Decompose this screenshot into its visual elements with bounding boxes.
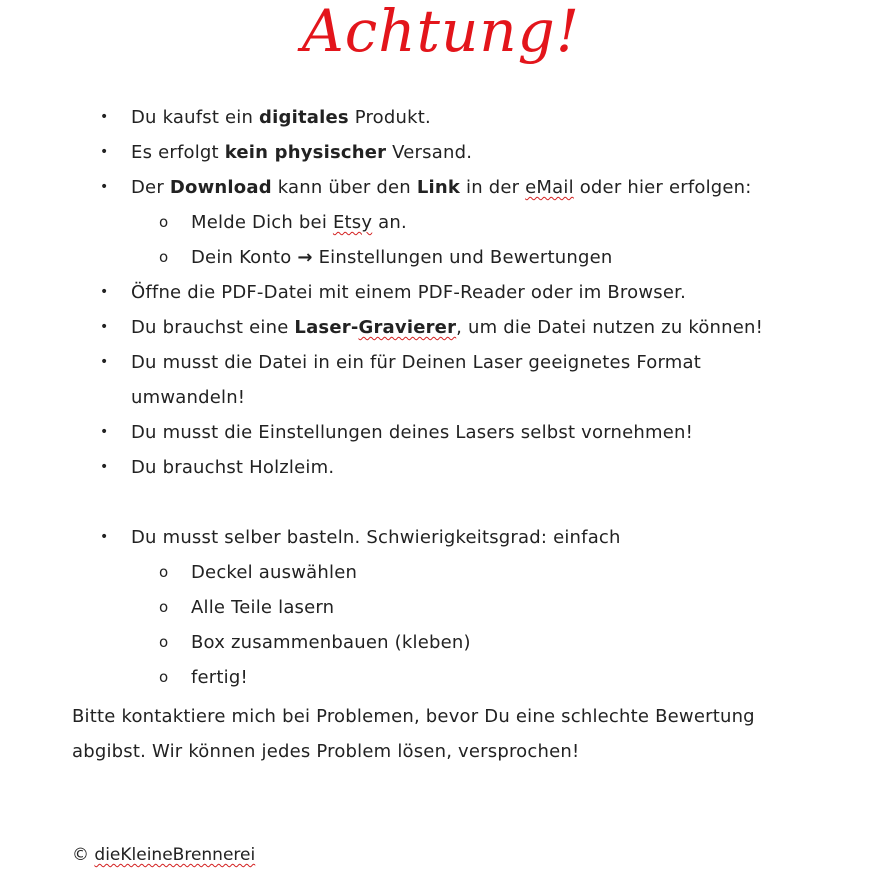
circle-bullet-icon: o [159, 248, 169, 266]
spellcheck-word: Gravierer [358, 317, 457, 338]
sub-item [131, 660, 852, 695]
bullet-icon: • [100, 144, 109, 160]
copyright-icon: © [72, 845, 89, 865]
item-text: Es erfolgt [131, 142, 225, 163]
brand-name: dieKleineBrennerei [94, 845, 256, 865]
list-item-digital-product [72, 100, 852, 135]
info-list [72, 100, 852, 695]
sub-item-login [131, 205, 852, 240]
sub-item [131, 555, 852, 590]
item-bold: kein physischer [224, 142, 387, 163]
item-bold: Download [169, 177, 272, 198]
item-text: umwandeln! [131, 387, 246, 408]
item-text: Produkt. [348, 107, 431, 128]
item-text: in der [460, 177, 526, 198]
note-line: abgibst. Wir können jedes Problem lösen, versprochen! [72, 741, 580, 762]
circle-bullet-icon: o [159, 633, 169, 651]
sub-item [131, 625, 852, 660]
item-text: Box zusammenbauen (kleben) [191, 632, 471, 653]
note-line: Bitte kontaktiere mich bei Problemen, bevor Du eine schlechte Bewertung [72, 706, 755, 727]
item-text: Du brauchst Holzleim. [131, 457, 335, 478]
item-text: Du musst die Datei in ein für Deinen Laser geeignetes Format [131, 352, 701, 373]
item-text: Du brauchst eine [131, 317, 295, 338]
item-text: kann über den [271, 177, 417, 198]
item-text: Der [131, 177, 170, 198]
crafting-steps [131, 555, 852, 695]
bullet-icon: • [100, 179, 109, 195]
item-text: fertig! [191, 667, 248, 688]
item-bold: digitales [259, 107, 349, 128]
bullet-icon: • [100, 459, 109, 475]
item-text: Versand. [386, 142, 473, 163]
item-text: Du kaufst ein [131, 107, 260, 128]
list-item-wood-glue [72, 450, 852, 485]
circle-bullet-icon: o [159, 213, 169, 231]
page-title: Achtung! [301, 0, 581, 65]
item-text: an. [372, 212, 407, 233]
contact-note [72, 699, 852, 769]
arrow-right-icon: → [297, 247, 313, 268]
bullet-icon: • [100, 424, 109, 440]
sub-item-account [131, 240, 852, 275]
bullet-icon: • [100, 319, 109, 335]
item-text: Du musst selber basteln. Schwierigkeitsgrad: einfach [131, 527, 621, 548]
sub-item [131, 590, 852, 625]
document-body [72, 100, 852, 769]
bullet-icon: • [100, 529, 109, 545]
spacer [72, 485, 852, 520]
copyright-footer [72, 840, 255, 870]
item-text: Alle Teile lasern [191, 597, 335, 618]
list-item-convert-format [72, 345, 852, 415]
spellcheck-word: Etsy [332, 212, 373, 233]
item-text: Melde Dich bei [191, 212, 333, 233]
item-text: Dein Konto [191, 247, 298, 268]
circle-bullet-icon: o [159, 598, 169, 616]
item-text: Deckel auswählen [191, 562, 358, 583]
list-item-laser-settings [72, 415, 852, 450]
download-steps [131, 205, 852, 275]
list-item-no-shipping [72, 135, 852, 170]
item-text: Einstellungen und Bewertungen [312, 247, 613, 268]
item-text: oder hier erfolgen: [573, 177, 752, 198]
spellcheck-word: eMail [525, 177, 574, 198]
list-item-crafting [72, 520, 852, 695]
list-item-open-pdf [72, 275, 852, 310]
bullet-icon: • [100, 109, 109, 125]
bullet-icon: • [100, 354, 109, 370]
item-bold: Laser- [294, 317, 359, 338]
list-item-download [72, 170, 852, 275]
item-bold: Link [416, 177, 461, 198]
item-text: , um die Datei nutzen zu können! [456, 317, 764, 338]
item-text: Öffne die PDF-Datei mit einem PDF-Reader oder im Browser. [131, 282, 686, 303]
list-item-laser-engraver [72, 310, 852, 345]
item-text: Du musst die Einstellungen deines Lasers selbst vornehmen! [131, 422, 694, 443]
circle-bullet-icon: o [159, 668, 169, 686]
circle-bullet-icon: o [159, 563, 169, 581]
bullet-icon: • [100, 284, 109, 300]
